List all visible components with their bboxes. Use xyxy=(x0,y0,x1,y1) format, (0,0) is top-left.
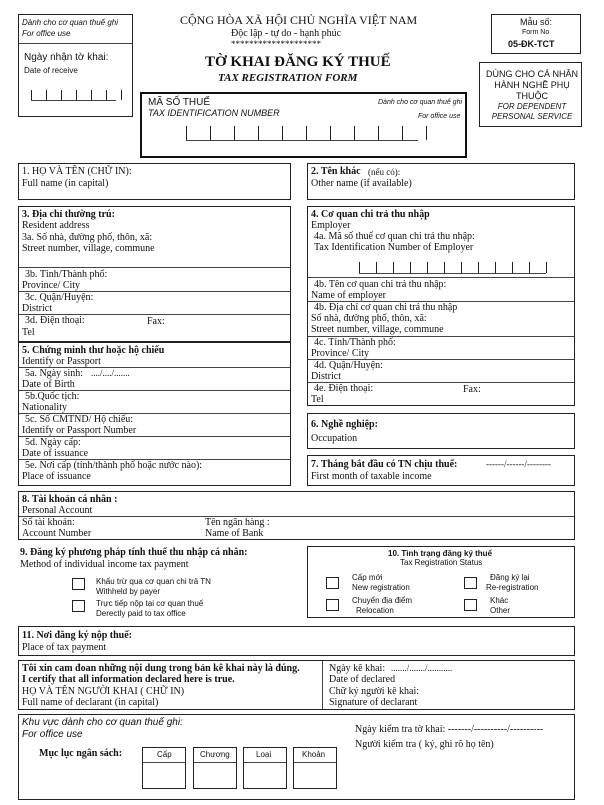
s8-label-en: Personal Account xyxy=(22,505,93,516)
s5-label-en: Identify or Passport xyxy=(22,356,101,367)
s11-label-en: Place of tax payment xyxy=(22,642,107,653)
s4-label: 4. Cơ quan chi trả thu nhập xyxy=(311,209,430,220)
checker-label: Người kiểm tra ( ký, ghi rõ họ tên) xyxy=(355,739,494,750)
s7-label: 7. Tháng bắt đầu có TN chịu thuế: xyxy=(311,459,458,470)
s4d-label: 4d. Quận/Huyện: xyxy=(314,360,383,371)
s9-option1-label-en: Withheld by payer xyxy=(96,587,161,596)
s4a-label: 4a. Mã số thuế cơ quan chi trả thu nhập: xyxy=(314,231,475,242)
form-number-code: 05-ĐK-TCT xyxy=(508,39,555,49)
s8-label: 8. Tài khoản cá nhân : xyxy=(22,494,118,505)
form-subtitle: TAX REGISTRATION FORM xyxy=(218,72,358,84)
s5a-label: 5a. Ngày sinh: xyxy=(25,368,84,379)
s5d-label-en: Date of issuance xyxy=(22,448,89,459)
office-bottom-label-en: For office use xyxy=(22,729,83,740)
republic-title: CỘNG HÒA XÃ HỘI CHỦ NGHĨA VIỆT NAM xyxy=(180,13,418,27)
s6-label-en: Occupation xyxy=(311,433,358,444)
s2-label: 2. Tên khác xyxy=(311,166,361,177)
form-number-en: Form No xyxy=(522,29,550,36)
s10-other-label-en: Other xyxy=(490,606,511,615)
s3a-label-en: Street number, village, commune xyxy=(22,243,155,254)
s10-relocation-checkbox[interactable] xyxy=(326,599,339,611)
s10-re-label: Đăng ký lại xyxy=(490,573,530,582)
s10-re-label-en: Re-registration xyxy=(486,583,539,592)
s2-label-note: (nếu có): xyxy=(368,167,401,177)
s3c-label: 3c. Quận/Huyện: xyxy=(25,292,94,303)
s2-label-en: Other name (if available) xyxy=(311,178,412,189)
section-11-tax-place[interactable] xyxy=(18,626,575,656)
s9-withheld-checkbox[interactable] xyxy=(72,578,85,590)
budget-col-chuong: Chương xyxy=(200,750,230,759)
receipt-date-label: Ngày nhận tờ khai: xyxy=(24,52,109,63)
s10-relocation-label-en: Relocation xyxy=(356,606,394,615)
applicability-en: FOR DEPENDENT PERSONAL SERVICE xyxy=(491,102,573,121)
section-10-registration-status xyxy=(307,546,575,618)
declaration-text-en: I certify that all information declared here is true. xyxy=(22,674,235,685)
office-use-receipt-box xyxy=(18,14,133,117)
s10-relocation-label: Chuyển địa điểm xyxy=(352,596,413,605)
s5c-label-en: Identify or Passport Number xyxy=(22,425,137,436)
s10-other-label: Khác xyxy=(490,596,509,605)
signature-label: Chữ ký người kê khai: xyxy=(329,686,420,697)
tin-digit-cells[interactable] xyxy=(186,126,427,140)
s10-re-checkbox[interactable] xyxy=(464,577,477,589)
declarant-name-label-en: Full name of declarant (in capital) xyxy=(22,697,159,708)
s10-new-label-en: New registration xyxy=(352,583,410,592)
s3a-label: 3a. Số nhà, đường phố, thôn, xã: xyxy=(22,232,153,243)
s3c-label-en: District xyxy=(22,303,52,314)
s4d-label-en: District xyxy=(311,371,341,382)
s5b-label-en: Nationality xyxy=(22,402,67,413)
tin-label-en: TAX IDENTIFICATION NUMBER xyxy=(148,108,280,118)
s4b2-label: 4b. Địa chỉ cơ quan chi trả thu nhập xyxy=(314,302,458,313)
section-3-resident-address xyxy=(18,206,291,342)
section-8-personal-account xyxy=(18,491,575,540)
s5d-label: 5d. Ngày cấp: xyxy=(25,437,81,448)
s10-label: 10. Tình trạng đăng ký thuế xyxy=(388,549,493,558)
receipt-date-cells[interactable] xyxy=(31,90,122,100)
budget-col-loai: Loại xyxy=(256,750,272,759)
applicability-box xyxy=(479,62,582,127)
s9-option2-label: Trực tiếp nộp tại cơ quan thuế xyxy=(96,599,204,608)
office-use-subtitle: For office use xyxy=(22,29,71,38)
s9-direct-checkbox[interactable] xyxy=(72,600,85,612)
s3-label-en: Resident address xyxy=(22,220,90,231)
s4b-label: 4b. Tên cơ quan chi trả thu nhập: xyxy=(314,279,447,290)
s6-label: 6. Nghề nghiệp: xyxy=(311,419,378,430)
s4b2-label2: Số nhà, đường phố, thôn, xã: xyxy=(311,313,427,324)
s10-other-checkbox[interactable] xyxy=(464,599,477,611)
tin-label: MÃ SỐ THUẾ xyxy=(148,97,211,108)
section-7-first-month[interactable] xyxy=(307,455,575,486)
s4c-label: 4c. Tỉnh/Thành phố: xyxy=(314,337,396,348)
budget-cell-chuong[interactable] xyxy=(193,747,237,789)
s8-bank-label: Tên ngân hàng : xyxy=(205,517,270,528)
office-use-title: Dành cho cơ quan thuế ghi xyxy=(22,18,119,27)
declaration-text: Tôi xin cam đoan những nội dung trong bản kê khai này là đúng. xyxy=(22,663,300,674)
s5-label: 5. Chứng minh thư hoặc hộ chiếu xyxy=(22,345,165,356)
office-bottom-label: Khu vực dành cho cơ quan thuế ghi: xyxy=(22,717,183,728)
tin-box xyxy=(140,92,467,158)
s5b-label: 5b.Quốc tịch: xyxy=(25,391,80,402)
s10-new-checkbox[interactable] xyxy=(326,577,339,589)
tin-office-note: Dành cho cơ quan thuế ghi xyxy=(378,99,463,106)
declaration-box xyxy=(18,660,575,710)
section-4-employer xyxy=(307,206,575,406)
form-number-label: Mẫu số: xyxy=(520,17,553,27)
s9-label: 9. Đăng ký phương pháp tính thuế thu nhập cá nhân: xyxy=(20,547,248,558)
section-5-identity xyxy=(18,342,291,486)
s1-label: 1. HỌ VÀ TÊN (CHỮ IN): xyxy=(22,166,132,177)
signature-label-en: Signature of declarant xyxy=(329,697,418,708)
budget-cell-khoan[interactable] xyxy=(293,747,337,789)
s8-bank-label-en: Name of Bank xyxy=(205,528,264,539)
s9-option2-label-en: Derectly paid to tax office xyxy=(96,609,186,618)
s9-label-en: Method of individual income tax payment xyxy=(20,559,189,570)
declared-date-label-en: Date of declared xyxy=(329,674,396,685)
s5e-label-en: Place of issuance xyxy=(22,471,91,482)
s3d-label-en: Tel xyxy=(22,327,35,338)
form-title: TỜ KHAI ĐĂNG KÝ THUẾ xyxy=(205,54,391,70)
s4-label-en: Employer xyxy=(311,220,351,231)
s4a-label-en: Tax Identification Number of Employer xyxy=(314,242,474,253)
declared-date-dots: ......./......./........... xyxy=(391,663,453,673)
s8-account-label-en: Account Number xyxy=(22,528,92,539)
budget-label: Mục lục ngân sách: xyxy=(39,748,123,759)
s7-dots: ------/------/-------- xyxy=(486,459,551,469)
s5a-dots: ..../..../....... xyxy=(91,368,130,378)
tin-office-note-en: For office use xyxy=(418,113,461,120)
s4c-label-en: Province/ City xyxy=(311,348,370,359)
s8-account-label: Số tài khoản: xyxy=(22,517,75,528)
s4b2-label-en: Street number, village, commune xyxy=(311,324,444,335)
s9-option1-label: Khấu trừ qua cơ quan chi trả TN xyxy=(96,577,211,586)
form-number-box xyxy=(491,14,581,54)
s4e-fax: Fax: xyxy=(463,384,481,395)
declarant-name-label: HỌ VÀ TÊN NGƯỜI KHAI ( CHỮ IN) xyxy=(22,686,185,697)
receipt-date-en: Date of receive xyxy=(24,66,78,75)
s10-label-en: Tax Registration Status xyxy=(400,558,483,567)
section-1-full-name[interactable] xyxy=(18,163,291,200)
s1-label-en: Full name (in capital) xyxy=(22,178,109,189)
s7-label-en: First month of taxable income xyxy=(311,471,432,482)
s4b-label-en: Name of employer xyxy=(311,290,386,301)
employer-tin-cells[interactable] xyxy=(359,262,547,273)
section-2-other-name[interactable] xyxy=(307,163,575,200)
s3b-label-en: Province/ City xyxy=(22,280,81,291)
check-date-label: Ngày kiểm tra tờ khai: -------/----------/---------- xyxy=(355,724,544,735)
budget-cell-loai[interactable] xyxy=(243,747,287,789)
section-6-occupation[interactable] xyxy=(307,413,575,449)
stars-divider: ******************** xyxy=(231,39,321,49)
s11-label: 11. Nơi đăng ký nộp thuế: xyxy=(22,630,133,641)
motto: Độc lập - tự do - hạnh phúc xyxy=(231,28,342,39)
s3d-label: 3d. Điện thoại: xyxy=(25,315,85,326)
s5a-label-en: Date of Birth xyxy=(22,379,75,390)
s5c-label: 5c. Số CMTND/ Hộ chiếu: xyxy=(25,414,134,425)
budget-col-khoan: Khoản xyxy=(302,750,326,759)
budget-cell-cap[interactable] xyxy=(142,747,186,789)
s5e-label: 5e. Nơi cấp (tỉnh/thành phố hoặc nước nào): xyxy=(25,460,203,471)
s3-label: 3. Địa chỉ thường trú: xyxy=(22,209,115,220)
s3d-fax: Fax: xyxy=(147,316,165,327)
office-use-bottom-box xyxy=(18,714,575,800)
applicability-vi: DÙNG CHO CÁ NHÂN HÀNH NGHỀ PHỤ THUỘC xyxy=(486,69,579,101)
budget-col-cap: Cấp xyxy=(157,750,172,759)
s3b-label: 3b. Tỉnh/Thành phố: xyxy=(25,269,108,280)
declared-date-label: Ngày kê khai: xyxy=(329,663,386,674)
s4e-label: 4e. Điện thoại: xyxy=(314,383,374,394)
s4e-label-en: Tel xyxy=(311,394,324,405)
s10-new-label: Cấp mới xyxy=(352,573,383,582)
